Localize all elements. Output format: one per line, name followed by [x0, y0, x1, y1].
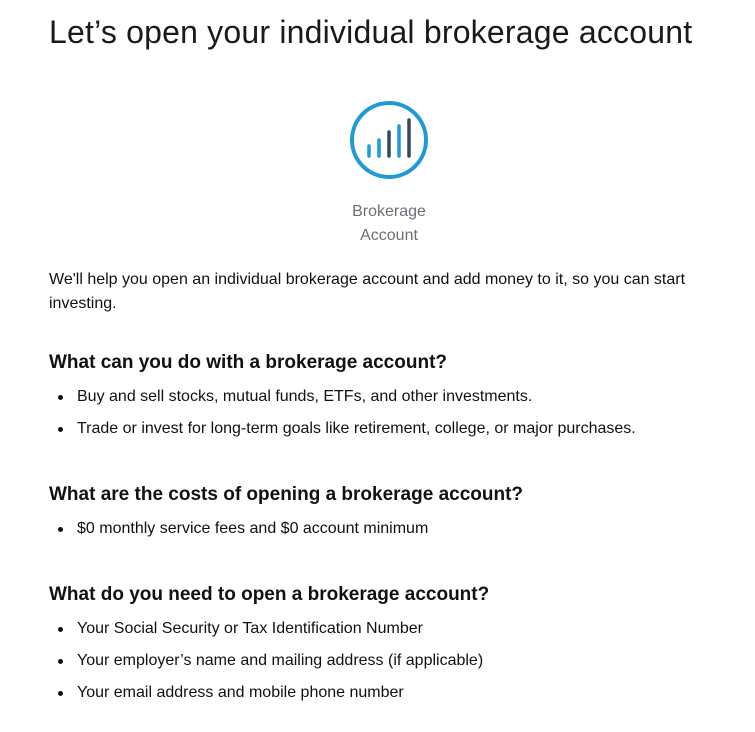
account-label-line1: Brokerage — [352, 203, 426, 220]
list-item: Buy and sell stocks, mutual funds, ETFs, and other investments. — [77, 387, 719, 407]
intro-paragraph: We'll help you open an individual brokerage account and add money to it, so you can start investing. — [49, 271, 686, 312]
list-item: Your email address and mobile phone number — [77, 683, 719, 703]
bar-chart-icon — [349, 100, 429, 180]
section-heading: What can you do with a brokerage account? — [49, 352, 447, 373]
list-item: Your Social Security or Tax Identification Number — [77, 619, 719, 639]
bullet-list — [49, 519, 719, 539]
bullet-list — [49, 387, 719, 439]
account-label-line2: Account — [360, 227, 418, 244]
section-costs — [49, 483, 719, 551]
list-item: Your employer’s name and mailing address (if applicable) — [77, 651, 719, 671]
section-requirements — [49, 583, 719, 715]
page-title: Let’s open your individual brokerage account — [49, 14, 693, 50]
section-heading: What do you need to open a brokerage account? — [49, 584, 490, 605]
bullet-list — [49, 619, 719, 703]
account-type-tile — [339, 100, 439, 248]
section-what-can-you-do — [49, 351, 719, 451]
list-item: $0 monthly service fees and $0 account minimum — [77, 519, 719, 539]
list-item: Trade or invest for long-term goals like retirement, college, or major purchases. — [77, 419, 719, 439]
section-heading: What are the costs of opening a brokerage account? — [49, 484, 524, 505]
